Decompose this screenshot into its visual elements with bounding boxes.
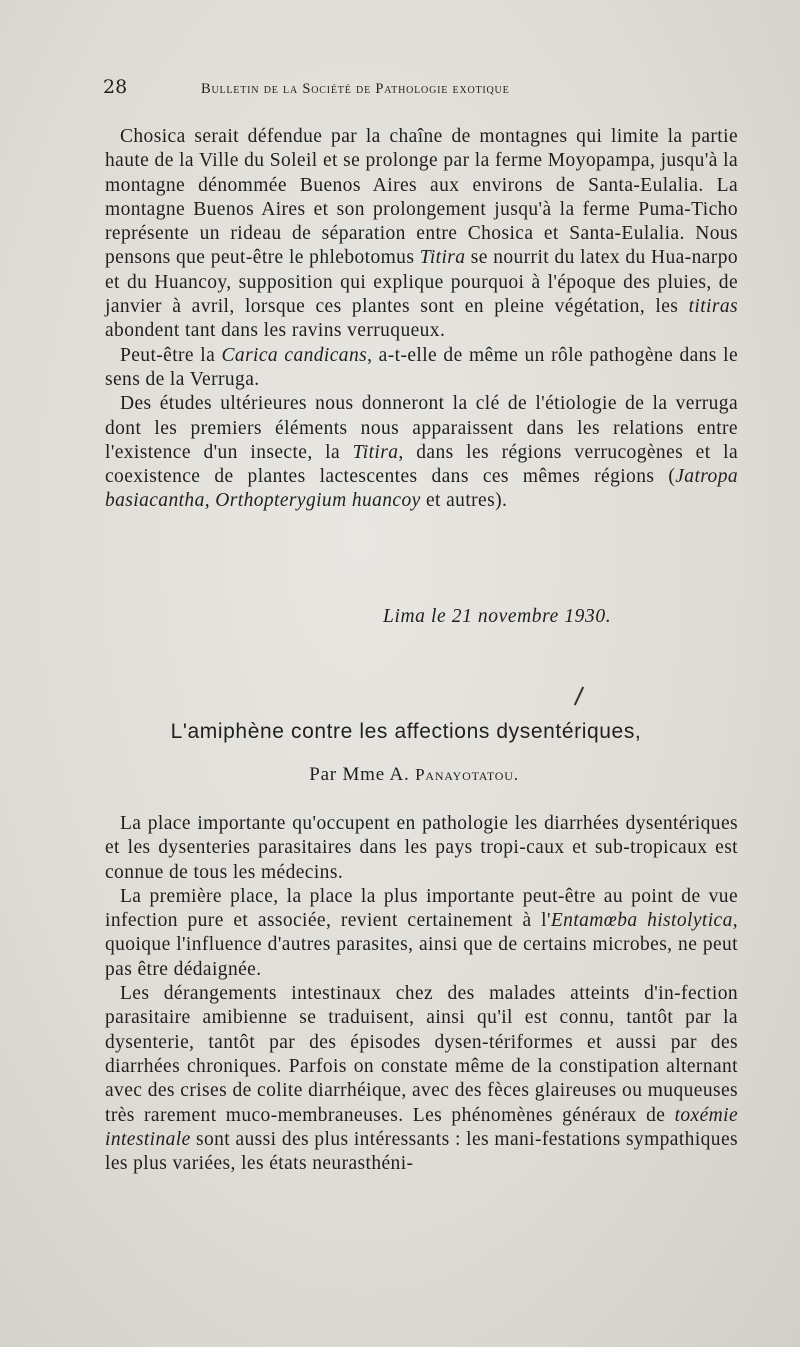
article-title: L'amiphène contre les affections dysentériques, bbox=[170, 720, 642, 743]
article-body-text bbox=[105, 812, 738, 1176]
date-signature: Lima le 21 novembre 1930. bbox=[383, 606, 612, 627]
paragraph: Chosica serait défendue par la chaîne de montagnes qui limite la partie haute de la Ville du Soleil et se prolonge par la ferme Moyopampa, jusqu'à la montagne dénommée Buenos Aires aux environs de Santa-Eulalia. La montagne Buenos Aires et son prolongement jusqu'à la ferme Puma-Ticho représente un rideau de séparation entre Chosica et Santa-Eulalia. Nous pensons que peut-être le phlebotomus Titira se nourrit du latex du Hua-narpo et du Huancoy, supposition qui explique pourquoi à l'époque des pluies, de janvier à avril, lorsque ces plantes sont en pleine végétation, les titiras abondent tant dans les ravins verruqueux. bbox=[105, 126, 738, 342]
paragraph: Les dérangements intestinaux chez des malades atteints d'in-fection parasitaire amibienne se traduisent, ainsi qu'il est connu, tantôt par la dysenterie, tantôt par des épisodes dysen-tériformes et aussi par des diarrhées chroniques. Parfois on constate même de la constipation alternant avec des crises de colite diarrhéique, avec des fèces glaireuses ou muqueuses très rarement muco-membraneuses. Les phénomènes généraux de toxémie intestinale sont aussi des plus intéressants : les mani-festations sympathiques les plus variées, les états neurasthéni- bbox=[105, 983, 738, 1175]
page-header bbox=[103, 76, 740, 98]
paragraph: Des études ultérieures nous donneront la clé de l'étiologie de la verruga dont les premiers éléments nous apparaissent dans les relations entre l'existence d'un insecte, la Titira, dans les régions verrucogènes et la coexistence de plantes lactescentes dans ces mêmes régions (Jatropa basiacantha, Orthopterygium huancoy et autres). bbox=[105, 393, 738, 512]
paragraph: La place importante qu'occupent en pathologie les diarrhées dysentériques et les dysenteries parasitaires dans les pays tropi-caux et sub-tropicaux est connue de tous les médecins. bbox=[105, 813, 738, 883]
page-number: 28 bbox=[103, 76, 128, 98]
paragraph: La première place, la place la plus importante peut-être au point de vue infection pure et associée, revient certainement à l'Entamœba histolytica, quoique l'influence d'autres parasites, ainsi que de certains microbes, ne peut pas être dédaignée. bbox=[105, 885, 739, 980]
stray-pen-mark bbox=[574, 687, 584, 706]
article-byline: Par Mme A. Panayotatou. bbox=[309, 764, 519, 785]
author-name: Panayotatou. bbox=[415, 765, 519, 784]
paragraph: Peut-être la Carica candicans, a-t-elle de même un rôle pathogène dans le sens de la Verruga. bbox=[105, 344, 738, 390]
top-body-text bbox=[105, 125, 738, 514]
running-head: Bulletin de la Société de Pathologie exotique bbox=[201, 81, 510, 97]
